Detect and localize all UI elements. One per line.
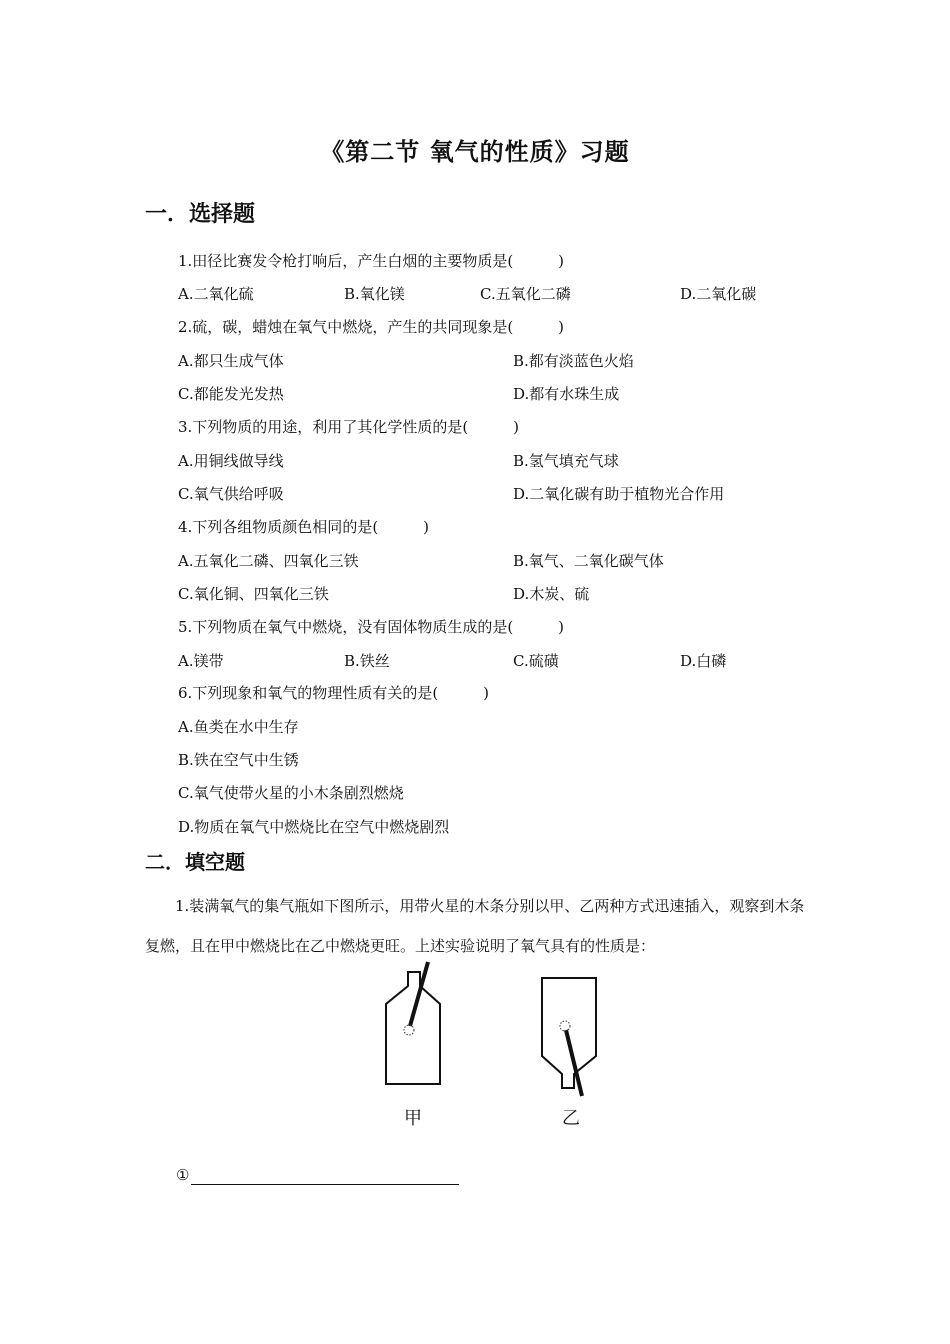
question-stem: 4.下列各组物质颜色相同的是( ) [178,518,430,536]
question-option: A.五氧化二磷、四氧化三铁 [178,552,359,570]
question-option: C.氧化铜、四氧化三铁 [178,585,329,603]
question-option: A.都只生成气体 [178,352,284,370]
question-option: C.都能发光发热 [178,385,284,403]
question-stem: 1.田径比赛发令枪打响后，产生白烟的主要物质是( ) [178,252,565,270]
question-stem: 2.硫，碳，蜡烛在氧气中燃烧，产生的共同现象是( ) [178,318,565,336]
question-option: D.二氧化碳有助于植物光合作用 [513,485,725,503]
section-heading-choice: 一．选择题 [145,202,256,227]
bottle-yi [542,978,596,1088]
question-option: A.鱼类在水中生存 [178,718,299,736]
question-option: B.氢气填充气球 [513,452,619,470]
question-option: D.白磷 [680,652,727,670]
label-yi: 乙 [562,1108,580,1129]
question-option: B.铁在空气中生锈 [178,751,299,769]
label-jia: 甲 [404,1108,422,1129]
question-option: B.氧化镁 [344,285,405,303]
bottle-jia [386,972,440,1084]
ember-yi [560,1021,570,1031]
question-stem: 6.下列现象和氧气的物理性质有关的是( ) [178,684,490,702]
page-title: 《第二节 氧气的性质》习题 [320,138,630,166]
question-option: C.五氧化二磷 [480,285,571,303]
question-option: D.物质在氧气中燃烧比在空气中燃烧剧烈 [178,818,450,836]
question-option: B.都有淡蓝色火焰 [513,352,634,370]
bottle-diagram [370,958,630,1138]
question-option: C.氧气供给呼吸 [178,485,284,503]
question-option: D.木炭、硫 [513,585,590,603]
fill-question-stem: 1.装满氧气的集气瓶如下图所示，用带火星的木条分别以甲、乙两种方式迅速插入，观察到木条复燃，且在甲中燃烧比在乙中燃烧更旺。上述实验说明了氧气具有的性质是： [145,897,805,955]
bottle-figure [370,958,630,1138]
question-option: A.二氧化硫 [178,285,254,303]
question-option: B.铁丝 [344,652,390,670]
question-option: D.都有水珠生成 [513,385,620,403]
question-option: A.用铜线做导线 [178,452,284,470]
section-heading-fill: 二．填空题 [145,850,245,874]
question-option: A.镁带 [178,652,224,670]
answer-blank[interactable] [191,1168,459,1185]
question-option: B.氧气、二氧化碳气体 [513,552,664,570]
question-option: C.氧气使带火星的小木条剧烈燃烧 [178,784,404,802]
answer-marker: ① [176,1166,190,1184]
ember-jia [404,1025,414,1035]
answer-line [176,1165,459,1185]
question-option: D.二氧化碳 [680,285,757,303]
question-option: C.硫磺 [513,652,559,670]
question-stem: 3.下列物质的用途，利用了其化学性质的是( ) [178,418,520,436]
question-stem: 5.下列物质在氧气中燃烧，没有固体物质生成的是( ) [178,618,565,636]
